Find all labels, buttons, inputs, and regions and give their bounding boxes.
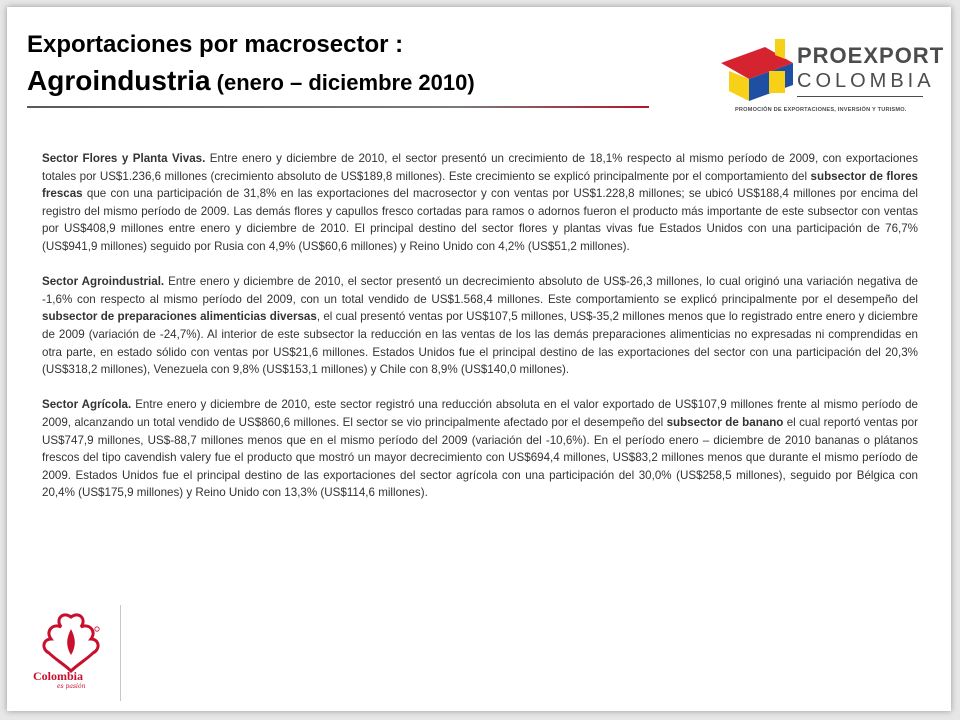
colombia-brand-logo bbox=[27, 607, 117, 697]
slide bbox=[7, 7, 951, 711]
section-text: el cual reportó ventas por US$747,9 millones, US$-88,7 millones menos que en el mismo período del 2009 (variación del -10,6%). En el período enero – diciembre de 2010 bananas o plátanos frescos del tipo cavendish valery fue el producto que mostró un mayor decrecimiento con US$694,4 millones, US$83,2 millones menos que durante el mismo período de 2009. Estados Unidos fue el principal destino de las exportaciones del sector agrícola con una participación del 30,0% (US$258,5 millones), seguido por Bélgica con 20,4% (US$175,9 millones) y Reino Unido con 13,3% (US$114,6 millones). bbox=[42, 415, 918, 500]
section-heading: Sector Agroindustrial. bbox=[42, 275, 165, 289]
brand-slogan: es pasión bbox=[57, 683, 86, 690]
content-body bbox=[42, 150, 918, 519]
page-subtitle bbox=[27, 65, 475, 97]
section-highlight: subsector de preparaciones alimenticias diversas bbox=[42, 310, 317, 324]
subtitle-main: Agroindustria bbox=[27, 65, 211, 96]
section-heading: Sector Flores y Planta Vivas. bbox=[42, 152, 206, 165]
section-paragraph bbox=[42, 273, 918, 379]
section-text: , el cual presentó ventas por US$107,5 millones, US$-35,2 millones menos que lo registrado entre enero y diciembre de 2009 (variación de -24,7%). Al interior de este subsector la reducción en las ventas de los las demás preparaciones alimenticias no expresadas ni comprendidas en otra parte, en estado sólido con ventas por US$21,6 millones. Estados Unidos fue el principal destino de las exportaciones del sector con una participación del 20,3% (US$318,2 millones), Venezuela con 9,8% (US$153,1 millones) y Chile con 8,9% (US$140,0 millones). bbox=[42, 310, 919, 377]
proexport-emblem-icon bbox=[715, 33, 795, 105]
section-text: que con una participación de 31,8% en las exportaciones del macrosector y con ventas por US$1.228,8 millones; se ubicó US$188,4 millones por encima del registro del mismo período de 2009. Las demás flores y capullos fresco cortadas para ramos o adornos fueron el producto más importante de este subsector con ventas por US$408,9 millones entre enero y diciembre de 2010. El principal destino del sector flores y plantas vivas fue Estados Unidos con una participación de 76,7% (US$941,9 millones) seguido por Rusia con 4,9% (US$60,6 millones) y Reino Unido con 4,2% (US$51,2 millones). bbox=[42, 187, 918, 253]
brand-name: Colombia bbox=[33, 669, 84, 683]
proexport-logo bbox=[715, 33, 945, 119]
section-text: Entre enero y diciembre de 2010, este sector registró una reducción absoluta en el valor exportado de US$107,9 millones frente al mismo período de 2009, alcanzando un total vendido de US$860,6 millones. El sector se vio principalmente afectado por el desempeño del bbox=[42, 398, 918, 429]
title-divider bbox=[27, 106, 649, 108]
subtitle-period: (enero – diciembre 2010) bbox=[210, 70, 475, 95]
section-text: Entre enero y diciembre de 2010, el sector presentó un decrecimiento absoluto de US$-26,3 millones, lo cual originó una variación negativa de -1,6% con respecto al mismo período del 2009, con un total vendido de US$1.568,4 millones. Este comportamiento se explicó principalmente por el desempeño del bbox=[42, 275, 918, 306]
section-paragraph bbox=[42, 396, 918, 502]
page-title: Exportaciones por macrosector : bbox=[27, 31, 404, 58]
section-highlight: subsector de banano bbox=[666, 415, 784, 429]
section-paragraph bbox=[42, 150, 918, 256]
section-highlight: subsector de flores frescas bbox=[42, 169, 918, 201]
logo-divider bbox=[797, 96, 923, 97]
section-heading: Sector Agrícola. bbox=[42, 398, 132, 412]
logo-tagline: PROMOCIÓN DE EXPORTACIONES, INVERSIÓN Y TURISMO. bbox=[735, 107, 907, 113]
footer-divider bbox=[120, 605, 121, 701]
section-text: Entre enero y diciembre de 2010, el sector presentó un crecimiento de 18,1% respecto al mismo período de 2009, con exportaciones totales por US$1.236,6 millones (crecimiento absoluto de US$189,8 millones). Este crecimiento se explicó principalmente por el comportamiento del bbox=[42, 152, 919, 183]
logo-name: PROEXPORT bbox=[797, 43, 945, 68]
logo-country: COLOMBIA bbox=[797, 70, 935, 92]
